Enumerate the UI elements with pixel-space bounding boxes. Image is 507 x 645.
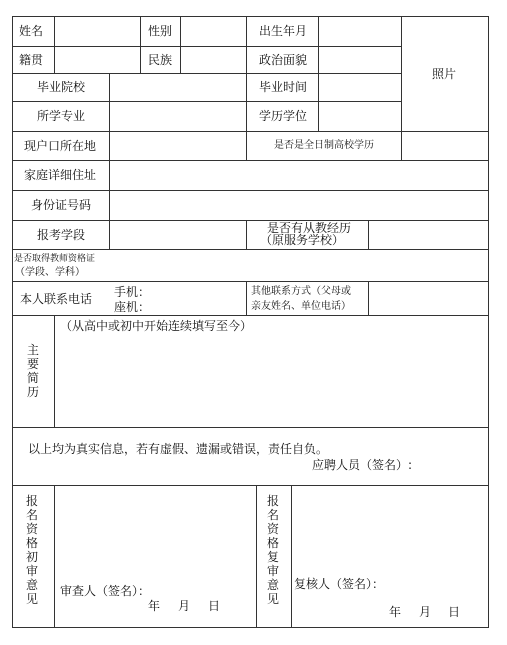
native-field[interactable] bbox=[55, 47, 139, 72]
first-review-field[interactable] bbox=[55, 486, 255, 576]
name-field[interactable] bbox=[55, 17, 139, 45]
label-apply-stage: 报考学段 bbox=[37, 228, 86, 242]
hukou-field[interactable] bbox=[110, 132, 245, 159]
label-gender: 性别 bbox=[148, 24, 173, 38]
applicant-sign-label: 应聘人员（签名）: bbox=[312, 458, 413, 472]
photo-slot[interactable] bbox=[402, 17, 487, 130]
apply-stage-field[interactable] bbox=[110, 221, 245, 248]
label-hukou: 现户口所在地 bbox=[24, 139, 97, 153]
col-border bbox=[246, 220, 247, 249]
first-review-year: 年 bbox=[148, 599, 161, 613]
grad-time-field[interactable] bbox=[319, 74, 400, 100]
label-native: 籍贯 bbox=[19, 53, 44, 67]
school-field[interactable] bbox=[110, 74, 245, 100]
other-contact-field[interactable] bbox=[369, 282, 487, 314]
label-id-number: 身份证号码 bbox=[31, 198, 92, 212]
label-phone: 本人联系电话 bbox=[20, 292, 93, 306]
label-birth: 出生年月 bbox=[259, 24, 308, 38]
ethnicity-field[interactable] bbox=[181, 47, 245, 72]
second-review-field[interactable] bbox=[292, 486, 487, 574]
row-border bbox=[12, 427, 489, 428]
label-fulltime: 是否是全日制高校学历 bbox=[274, 140, 374, 151]
label-landline: 座机： bbox=[114, 300, 151, 314]
col-border bbox=[246, 281, 247, 315]
label-grad-time: 毕业时间 bbox=[259, 80, 308, 94]
gender-field[interactable] bbox=[181, 17, 245, 45]
fulltime-field[interactable] bbox=[402, 132, 487, 159]
col-border bbox=[256, 485, 257, 627]
id-number-field[interactable] bbox=[110, 191, 487, 219]
label-teaching-exp-2: （原服务学校） bbox=[260, 233, 345, 247]
label-mobile: 手机： bbox=[114, 285, 151, 299]
first-review-day: 日 bbox=[208, 599, 221, 613]
label-address: 家庭详细住址 bbox=[24, 168, 97, 182]
degree-field[interactable] bbox=[319, 102, 400, 130]
outer-border-right bbox=[488, 16, 489, 628]
second-review-month: 月 bbox=[419, 605, 432, 619]
resume-hint: （从高中或初中开始连续填写至今） bbox=[60, 319, 253, 333]
teaching-exp-field[interactable] bbox=[369, 221, 487, 248]
col-border bbox=[140, 16, 141, 74]
row-border bbox=[12, 627, 489, 628]
major-field[interactable] bbox=[110, 102, 245, 130]
label-ethnicity: 民族 bbox=[148, 53, 173, 67]
declaration-text: 以上均为真实信息，若有虚假、遗漏或错误，责任自负。 bbox=[28, 442, 329, 456]
label-political: 政治面貌 bbox=[259, 53, 308, 67]
label-degree: 学历学位 bbox=[259, 109, 308, 123]
col-border bbox=[246, 16, 247, 160]
label-name: 姓名 bbox=[19, 24, 44, 38]
address-field[interactable] bbox=[110, 161, 487, 189]
political-field[interactable] bbox=[319, 47, 400, 72]
checker-sign-label: 复核人（签名）： bbox=[294, 577, 385, 591]
label-other-contact-1: 其他联系方式（父母或 bbox=[251, 286, 351, 297]
label-cert-1: 是否取得教师资格证 bbox=[14, 254, 96, 264]
label-school: 毕业院校 bbox=[37, 80, 86, 94]
label-cert-2: （学段、学科） bbox=[15, 267, 85, 278]
cert-field[interactable] bbox=[110, 250, 487, 280]
row-border bbox=[12, 315, 489, 316]
second-review-day: 日 bbox=[448, 605, 461, 619]
label-photo: 照片 bbox=[432, 67, 457, 81]
label-other-contact-2: 亲友姓名、单位电话） bbox=[251, 301, 351, 312]
phone-field[interactable] bbox=[150, 282, 245, 314]
second-review-year: 年 bbox=[389, 605, 402, 619]
label-major: 所学专业 bbox=[37, 109, 86, 123]
label-teaching-exp-1: 是否有从教经历 bbox=[267, 221, 352, 235]
first-review-month: 月 bbox=[178, 599, 191, 613]
resume-field[interactable] bbox=[55, 336, 487, 426]
label-first-review: 报名资格初审意见 bbox=[25, 494, 38, 606]
outer-border-left bbox=[12, 16, 13, 628]
birth-field[interactable] bbox=[319, 17, 400, 45]
label-resume: 主要简历 bbox=[26, 343, 39, 399]
reviewer-sign-label: 审查人（签名）： bbox=[60, 584, 151, 598]
label-second-review: 报名资格复审意见 bbox=[266, 494, 279, 606]
